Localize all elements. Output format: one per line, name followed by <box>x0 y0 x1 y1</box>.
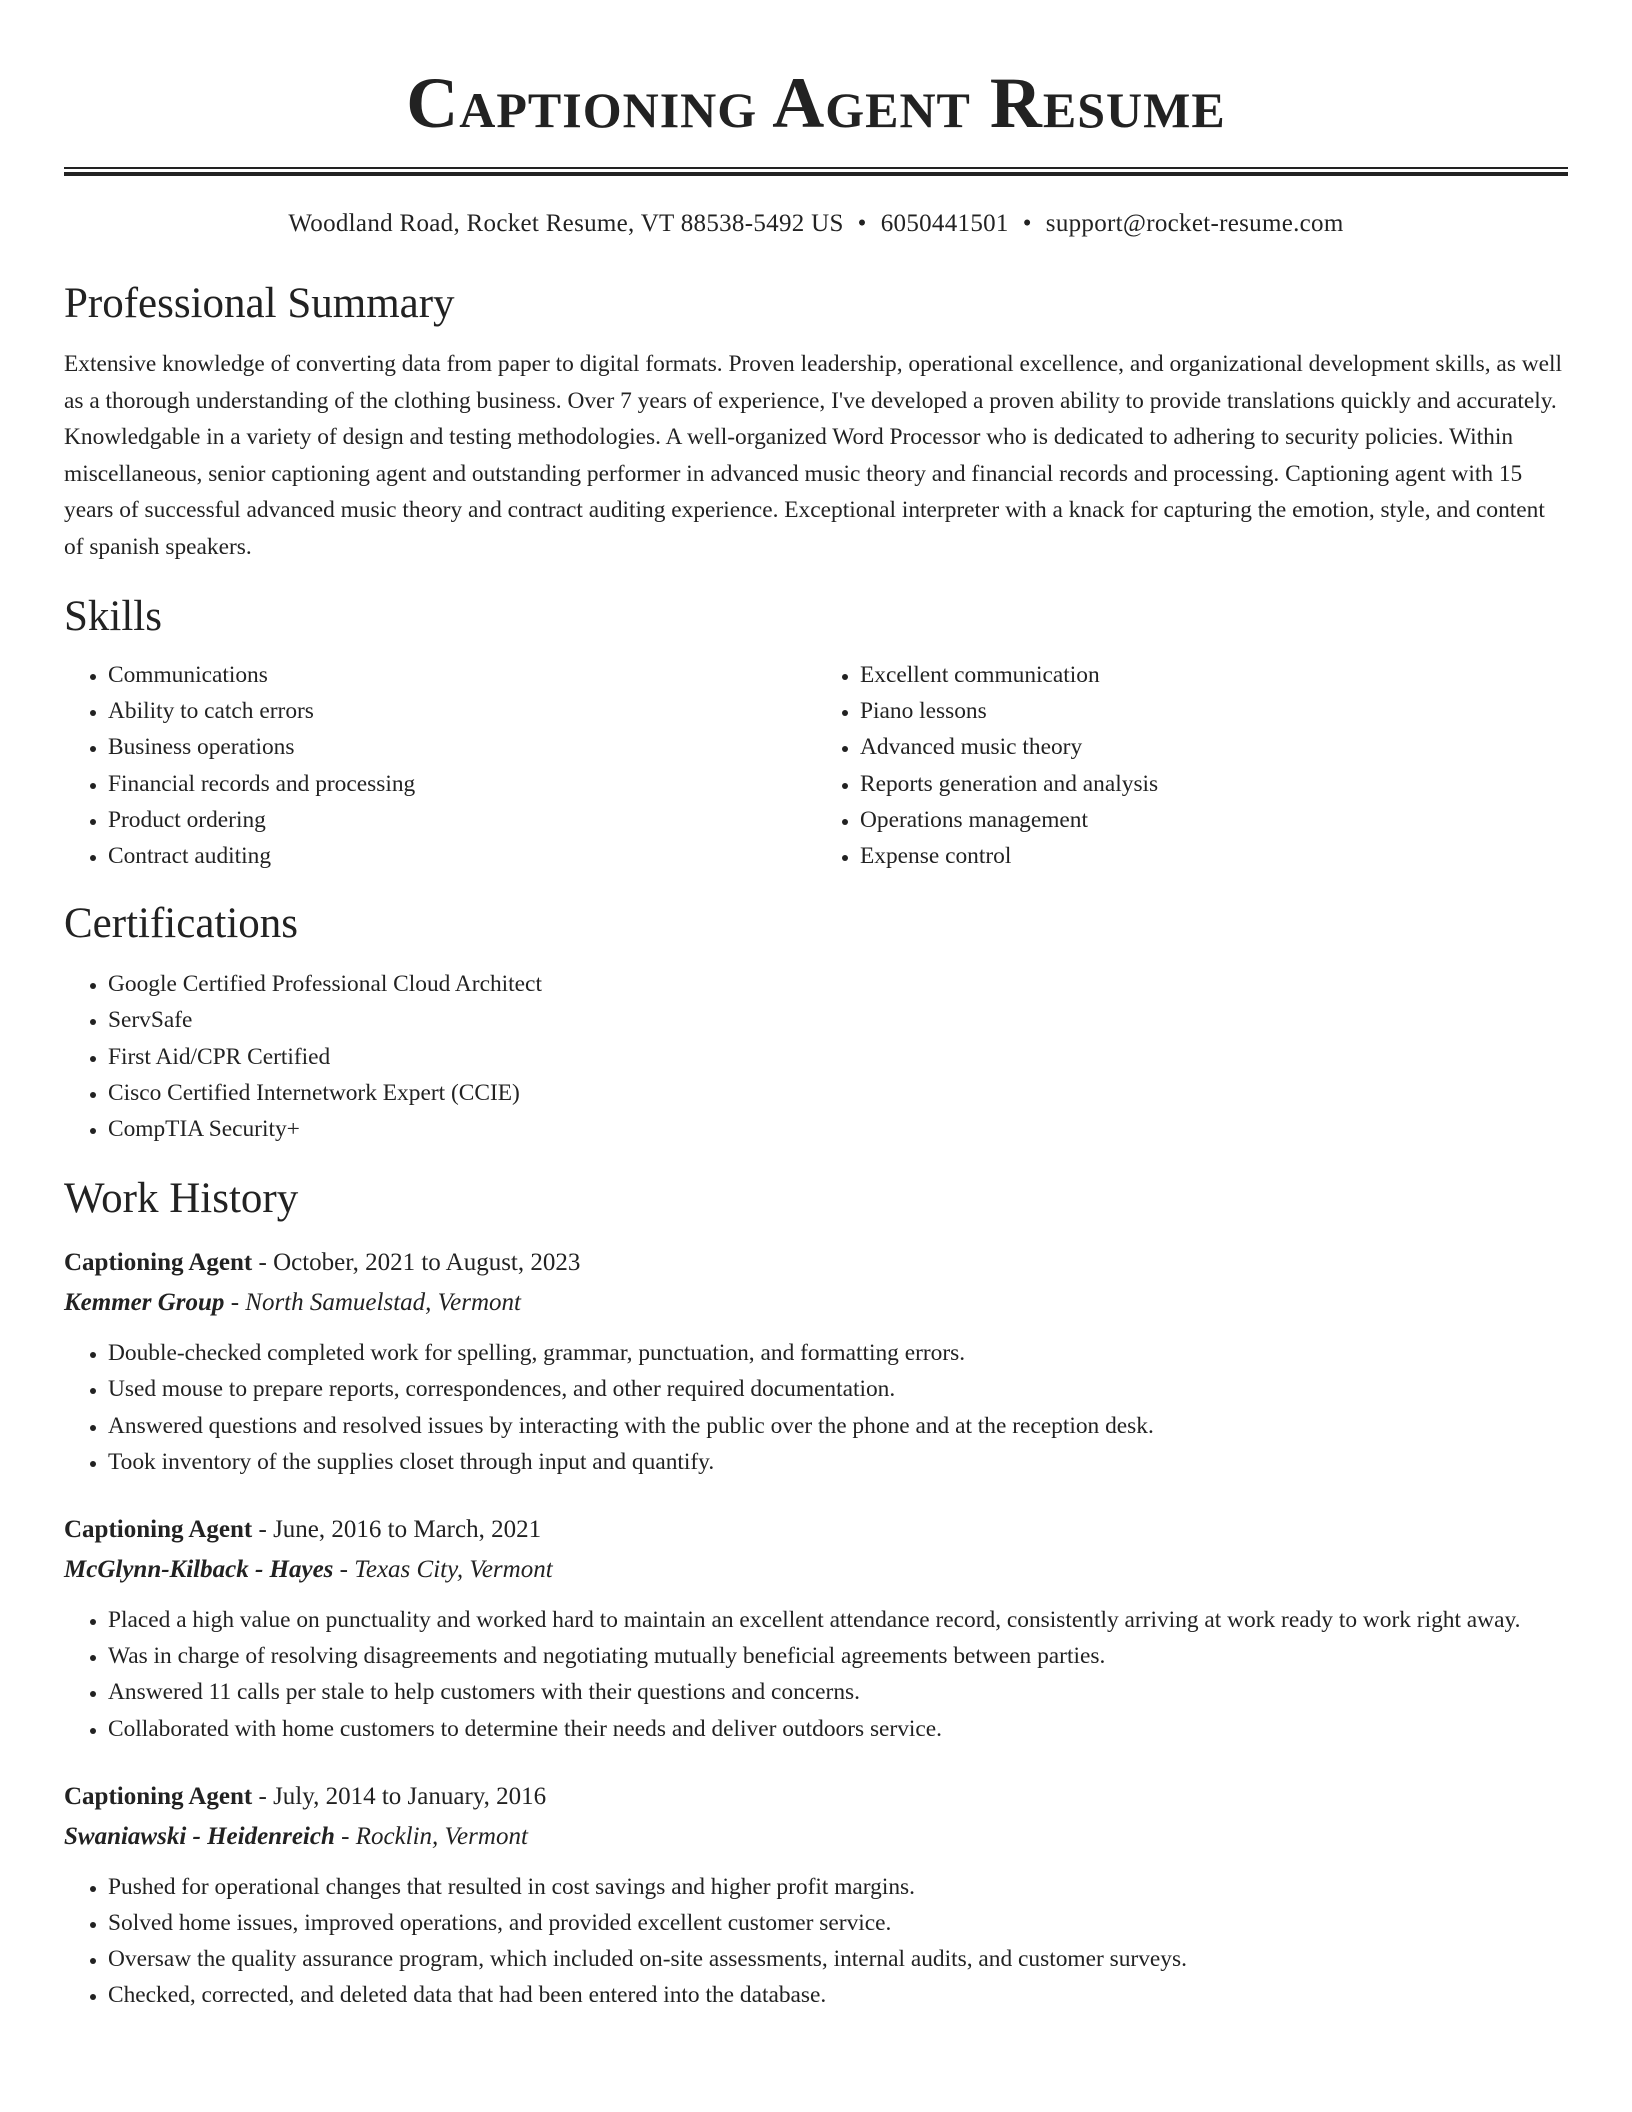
contact-separator: • <box>857 210 867 237</box>
skills-columns <box>64 657 1568 874</box>
job-bullet: • Used mouse to prepare reports, correspondences, and other required documentation. <box>108 1371 1568 1407</box>
skill-item: • Operations management <box>860 802 1568 838</box>
job-title-line <box>64 1243 1568 1283</box>
section-heading-skills: Skills <box>64 593 162 640</box>
skills-list-right <box>816 657 1568 874</box>
skill-item: • Product ordering <box>108 802 816 838</box>
job-bullet: • Double-checked completed work for spelling, grammar, punctuation, and formatting errors. <box>108 1335 1568 1371</box>
job-entry <box>64 1243 1568 1480</box>
skill-item: • Financial records and processing <box>108 766 816 802</box>
skill-item: • Piano lessons <box>860 693 1568 729</box>
job-bullet: • Answered questions and resolved issues by interacting with the public over the phone and at the reception desk. <box>108 1408 1568 1444</box>
job-location: Rocklin, Vermont <box>355 1822 528 1850</box>
skill-item: • Business operations <box>108 729 816 765</box>
job-role: Captioning Agent <box>64 1516 253 1544</box>
job-bullet: • Solved home issues, improved operations, and provided excellent customer service. <box>108 1905 1568 1941</box>
job-location: North Samuelstad, Vermont <box>245 1289 521 1317</box>
job-company: Swaniawski - Heidenreich <box>64 1822 335 1850</box>
job-bullet: • Was in charge of resolving disagreements and negotiating mutually beneficial agreements between parties. <box>108 1638 1568 1674</box>
job-entry <box>64 1510 1568 1747</box>
job-bullet: • Pushed for operational changes that resulted in cost savings and higher profit margins. <box>108 1869 1568 1905</box>
skill-item: • Advanced music theory <box>860 729 1568 765</box>
certification-item: • ServSafe <box>108 1002 1568 1038</box>
job-dates: July, 2014 to January, 2016 <box>273 1782 547 1810</box>
certification-item: • CompTIA Security+ <box>108 1111 1568 1147</box>
job-bullet: • Answered 11 calls per stale to help customers with their questions and concerns. <box>108 1674 1568 1710</box>
section-heading-certifications: Certifications <box>64 900 299 948</box>
certification-item: • Cisco Certified Internetwork Expert (CCIE) <box>108 1075 1568 1111</box>
job-company: McGlynn-Kilback - Hayes <box>64 1556 334 1584</box>
section-heading-summary: Professional Summary <box>64 280 455 327</box>
job-dash: - <box>252 1782 274 1810</box>
job-company-line <box>64 1283 1568 1323</box>
job-dash: - <box>333 1556 355 1584</box>
job-bullets <box>64 1335 1568 1480</box>
skill-item: • Expense control <box>860 838 1568 874</box>
job-dash: - <box>252 1516 274 1544</box>
job-bullet: • Checked, corrected, and deleted data that had been entered into the database. <box>108 1977 1568 2013</box>
job-bullet: • Placed a high value on punctuality and worked hard to maintain an excellent attendance record, consistently arriving at work ready to work right away. <box>108 1602 1568 1638</box>
job-company: Kemmer Group <box>64 1289 225 1317</box>
summary-text: Extensive knowledge of converting data from paper to digital formats. Proven leadership, operational excellence, and organizational development skills, as well as a thorough understanding of the clothing business. Over 7 years of experience, I've developed a proven ability to provide translations quickly and accurately. Knowledgable in a variety of design and testing methodologies. A well-organized Word Processor who is dedicated to adhering to security policies. Within miscellaneous, senior captioning agent and outstanding performer in advanced music theory and financial records and processing. Captioning agent with 15 years of successful advanced music theory and contract auditing experience. Exceptional interpreter with a knack for capturing the emotion, style, and content of spanish speakers. <box>64 351 1563 560</box>
job-role: Captioning Agent <box>64 1249 253 1277</box>
title-divider <box>64 167 1568 176</box>
job-company-line <box>64 1550 1568 1590</box>
job-title-line <box>64 1510 1568 1550</box>
contact-phone[interactable]: 6050441501 <box>880 210 1009 237</box>
job-bullets <box>64 1602 1568 1747</box>
job-location: Texas City, Vermont <box>354 1556 553 1584</box>
contact-email[interactable]: support@rocket-resume.com <box>1045 210 1344 237</box>
skill-item: • Excellent communication <box>860 657 1568 693</box>
certifications-list <box>64 966 1568 1147</box>
contact-separator: • <box>1022 210 1032 237</box>
job-company-line <box>64 1817 1568 1857</box>
skills-list-left <box>64 657 816 874</box>
job-bullet: • Collaborated with home customers to determine their needs and deliver outdoors service. <box>108 1711 1568 1747</box>
job-entry <box>64 1777 1568 2014</box>
job-dash: - <box>224 1289 246 1317</box>
skill-item: • Contract auditing <box>108 838 816 874</box>
skill-item: • Reports generation and analysis <box>860 766 1568 802</box>
job-bullets <box>64 1869 1568 2014</box>
section-heading-work-history: Work History <box>64 1175 299 1223</box>
job-dash: - <box>334 1822 356 1850</box>
certification-item: • Google Certified Professional Cloud Architect <box>108 966 1568 1002</box>
contact-line <box>64 208 1568 240</box>
skill-item: • Ability to catch errors <box>108 693 816 729</box>
job-dates: June, 2016 to March, 2021 <box>273 1516 542 1544</box>
job-dash: - <box>252 1249 274 1277</box>
job-bullet: • Took inventory of the supplies closet through input and quantify. <box>108 1444 1568 1480</box>
job-role: Captioning Agent <box>64 1782 253 1810</box>
certification-item: • First Aid/CPR Certified <box>108 1039 1568 1075</box>
job-title-line <box>64 1777 1568 1817</box>
contact-address: Woodland Road, Rocket Resume, VT 88538-5492 US <box>288 210 844 237</box>
resume-title: Captioning Agent Resume <box>406 63 1226 143</box>
job-bullet: • Oversaw the quality assurance program, which included on-site assessments, internal audits, and customer surveys. <box>108 1941 1568 1977</box>
job-dates: October, 2021 to August, 2023 <box>273 1249 581 1277</box>
skill-item: • Communications <box>108 657 816 693</box>
